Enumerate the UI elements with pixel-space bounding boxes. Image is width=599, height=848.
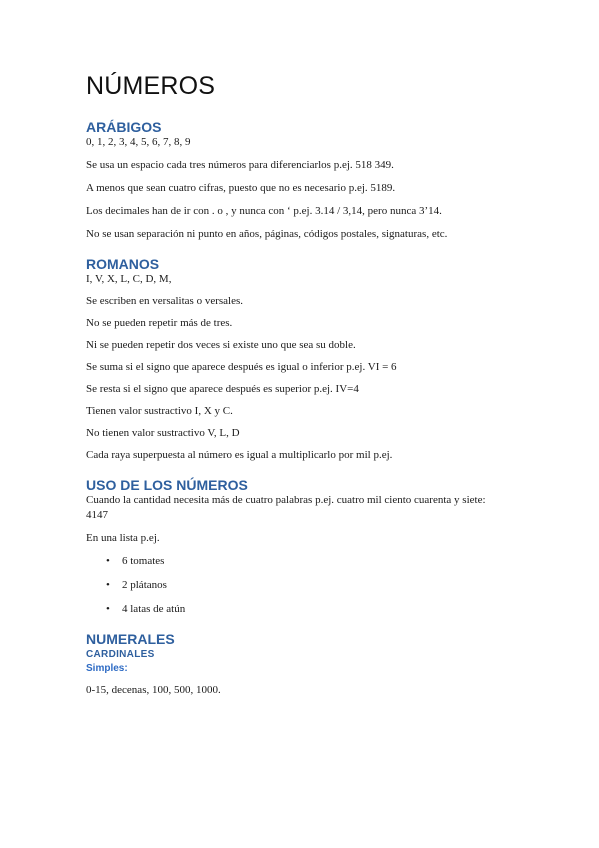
heading-numerales: NUMERALES — [86, 631, 175, 647]
list-item — [106, 554, 509, 569]
paragraph: Se resta si el signo que aparece después es superior p.ej. IV=4 — [86, 383, 359, 395]
list-item-text: 4 latas de atún — [122, 603, 186, 615]
list-item — [106, 602, 509, 617]
list-item — [106, 578, 509, 593]
paragraph: No tienen valor sustractivo V, L, D — [86, 427, 240, 439]
bullet-list — [86, 554, 509, 617]
heading-uso: USO DE LOS NÚMEROS — [86, 477, 248, 493]
paragraph: I, V, X, L, C, D, M, — [86, 273, 172, 285]
bullet-icon: • — [106, 579, 110, 591]
paragraph: Se escriben en versalitas o versales. — [86, 295, 243, 307]
subheading-cardinales: CARDINALES — [86, 649, 155, 660]
heading-arabigos: ARÁBIGOS — [86, 119, 162, 135]
bullet-icon: • — [106, 555, 110, 567]
paragraph: Se suma si el signo que aparece después es igual o inferior p.ej. VI = 6 — [86, 361, 397, 373]
subsubheading-simples: Simples: — [86, 663, 128, 674]
paragraph: 0-15, decenas, 100, 500, 1000. — [86, 684, 221, 696]
section-numerales — [86, 631, 509, 698]
list-item-text: 6 tomates — [122, 555, 165, 567]
paragraph: Cuando la cantidad necesita más de cuatro palabras p.ej. cuatro mil ciento cuarenta y siete: 4147 — [86, 494, 486, 521]
paragraph: Los decimales han de ir con . o , y nunca con ‘ p.ej. 3.14 / 3,14, pero nunca 3’14. — [86, 205, 442, 217]
section-arabigos — [86, 119, 509, 242]
heading-romanos: ROMANOS — [86, 256, 160, 272]
paragraph: Cada raya superpuesta al número es igual a multiplicarlo por mil p.ej. — [86, 449, 393, 461]
paragraph: No se usan separación ni punto en años, páginas, códigos postales, signaturas, etc. — [86, 228, 448, 240]
paragraph: En una lista p.ej. — [86, 532, 160, 544]
paragraph: Ni se pueden repetir dos veces si existe uno que sea su doble. — [86, 339, 356, 351]
paragraph: No se pueden repetir más de tres. — [86, 317, 233, 329]
paragraph: 0, 1, 2, 3, 4, 5, 6, 7, 8, 9 — [86, 136, 191, 148]
section-romanos — [86, 256, 509, 463]
bullet-icon: • — [106, 603, 110, 615]
page-title: NÚMEROS — [86, 72, 216, 100]
paragraph: A menos que sean cuatro cifras, puesto que no es necesario p.ej. 5189. — [86, 182, 396, 194]
paragraph: Tienen valor sustractivo I, X y C. — [86, 405, 233, 417]
list-item-text: 2 plátanos — [122, 579, 167, 591]
paragraph: Se usa un espacio cada tres números para diferenciarlos p.ej. 518 349. — [86, 159, 394, 171]
section-uso — [86, 477, 509, 617]
